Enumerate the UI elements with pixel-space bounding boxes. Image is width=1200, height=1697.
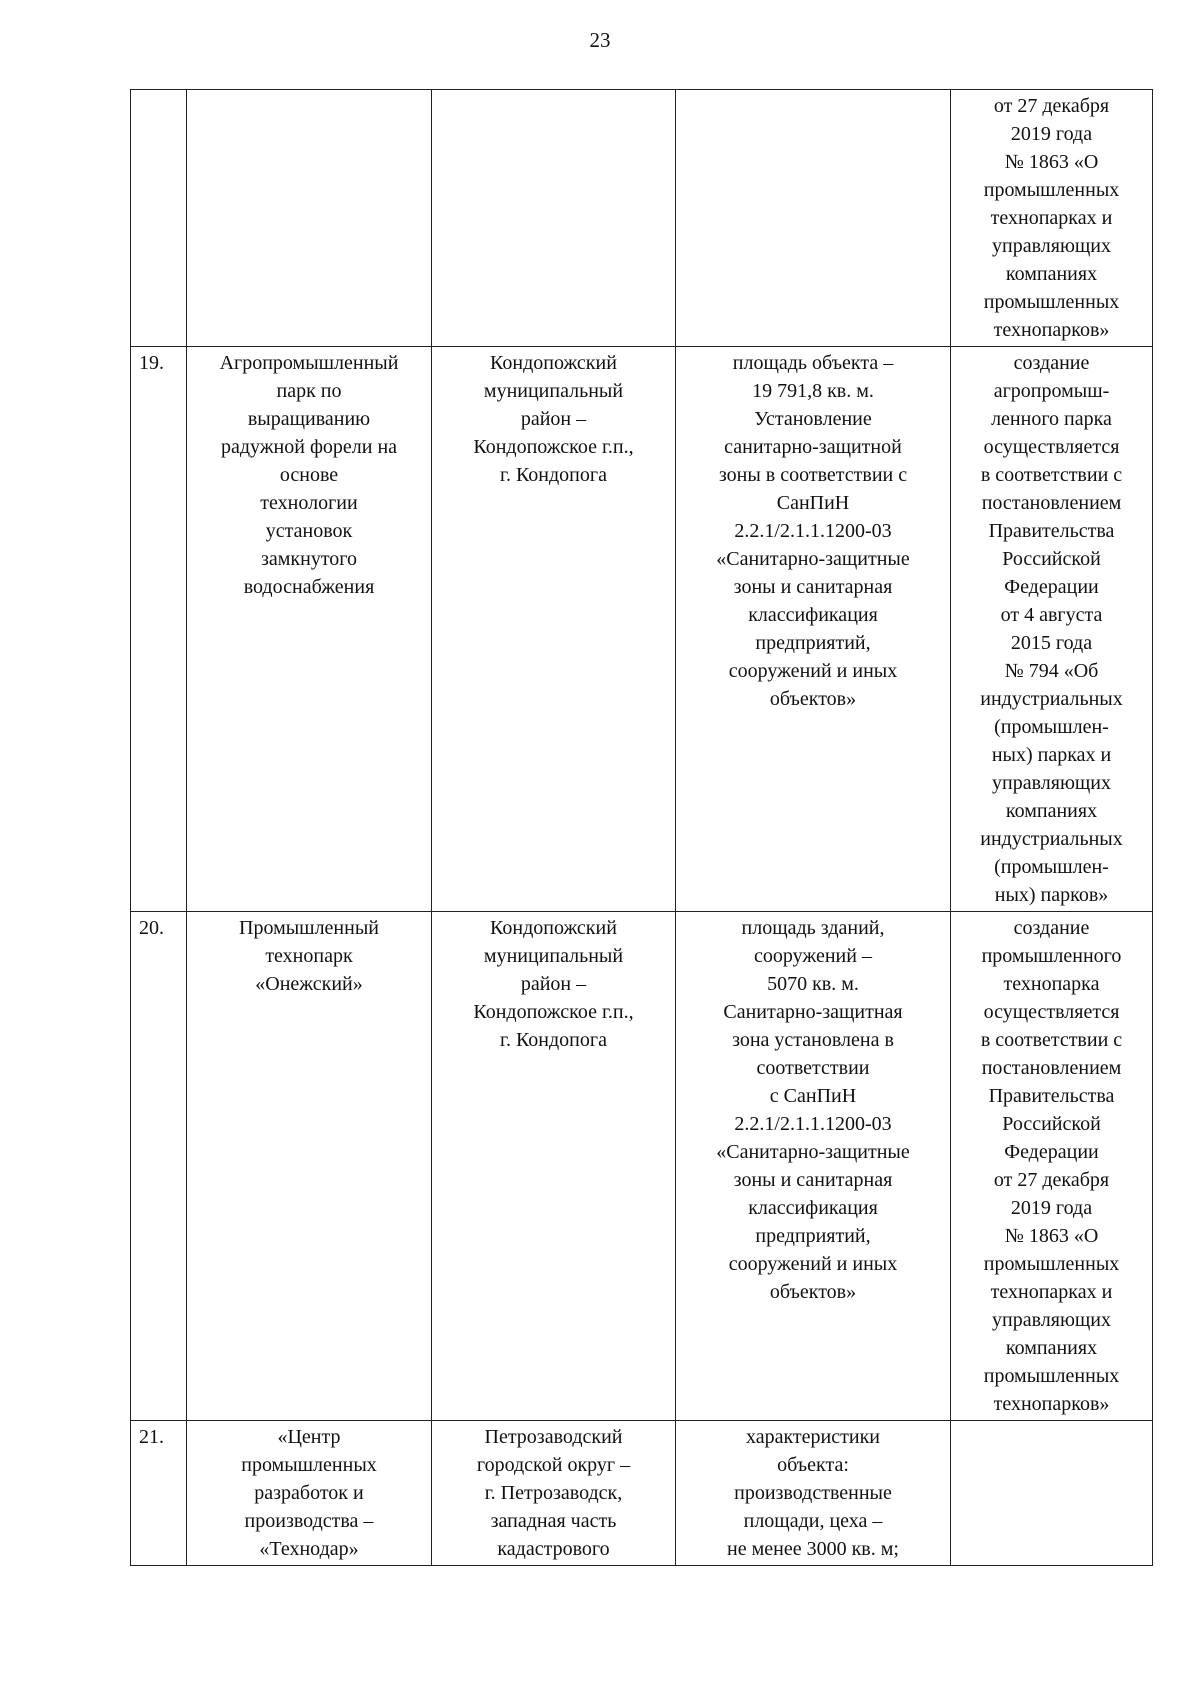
legal-basis-cell [951,1421,1153,1566]
row-number-cell: 21. [131,1421,187,1566]
table-row [131,1421,1153,1566]
characteristics-cell: площадь зданий, сооружений – 5070 кв. м. Санитарно-защитная зона установлена в соответствии с СанПиН 2.2.1/2.1.1.1200-03 «Санитарно-защитные зоны и санитарная классификация предприятий, сооружений и иных объектов» [676,912,951,1421]
location-cell [432,90,676,347]
page-number: 23 [589,28,611,52]
row-number-cell [131,90,187,347]
table-row [131,912,1153,1421]
characteristics-cell: характеристики объекта: производственные площади, цеха – не менее 3000 кв. м; [676,1421,951,1566]
object-name-cell [187,90,432,347]
location-cell: Петрозаводский городской округ – г. Петрозаводск, западная часть кадастрового [432,1421,676,1566]
row-number-cell: 19. [131,347,187,912]
objects-table [130,89,1153,1566]
legal-basis-cell: создание агропромыш- ленного парка осуществляется в соответствии с постановлением Правительства Российской Федерации от 4 августа 2015 года № 794 «Об индустриальных (промышлен- ных) парках и управляющих компаниях индустриальных (промышлен- ных) парков» [951,347,1153,912]
characteristics-cell [676,90,951,347]
legal-basis-cell: создание промышленного технопарка осуществляется в соответствии с постановлением Правительства Российской Федерации от 27 декабря 2019 года № 1863 «О промышленных технопарках и управляющих компаниях промышленных технопарков» [951,912,1153,1421]
object-name-cell: Промышленный технопарк «Онежский» [187,912,432,1421]
location-cell: Кондопожский муниципальный район – Кондопожское г.п., г. Кондопога [432,912,676,1421]
row-number-cell: 20. [131,912,187,1421]
location-cell: Кондопожский муниципальный район – Кондопожское г.п., г. Кондопога [432,347,676,912]
table-row [131,347,1153,912]
object-name-cell: Агропромышленный парк по выращиванию радужной форели на основе технологии установок замкнутого водоснабжения [187,347,432,912]
characteristics-cell: площадь объекта – 19 791,8 кв. м. Установление санитарно-защитной зоны в соответствии с СанПиН 2.2.1/2.1.1.1200-03 «Санитарно-защитные зоны и санитарная классификация предприятий, сооружений и иных объектов» [676,347,951,912]
object-name-cell: «Центр промышленных разработок и производства – «Технодар» [187,1421,432,1566]
table-row [131,90,1153,347]
legal-basis-cell: от 27 декабря 2019 года № 1863 «О промышленных технопарках и управляющих компаниях промышленных технопарков» [951,90,1153,347]
